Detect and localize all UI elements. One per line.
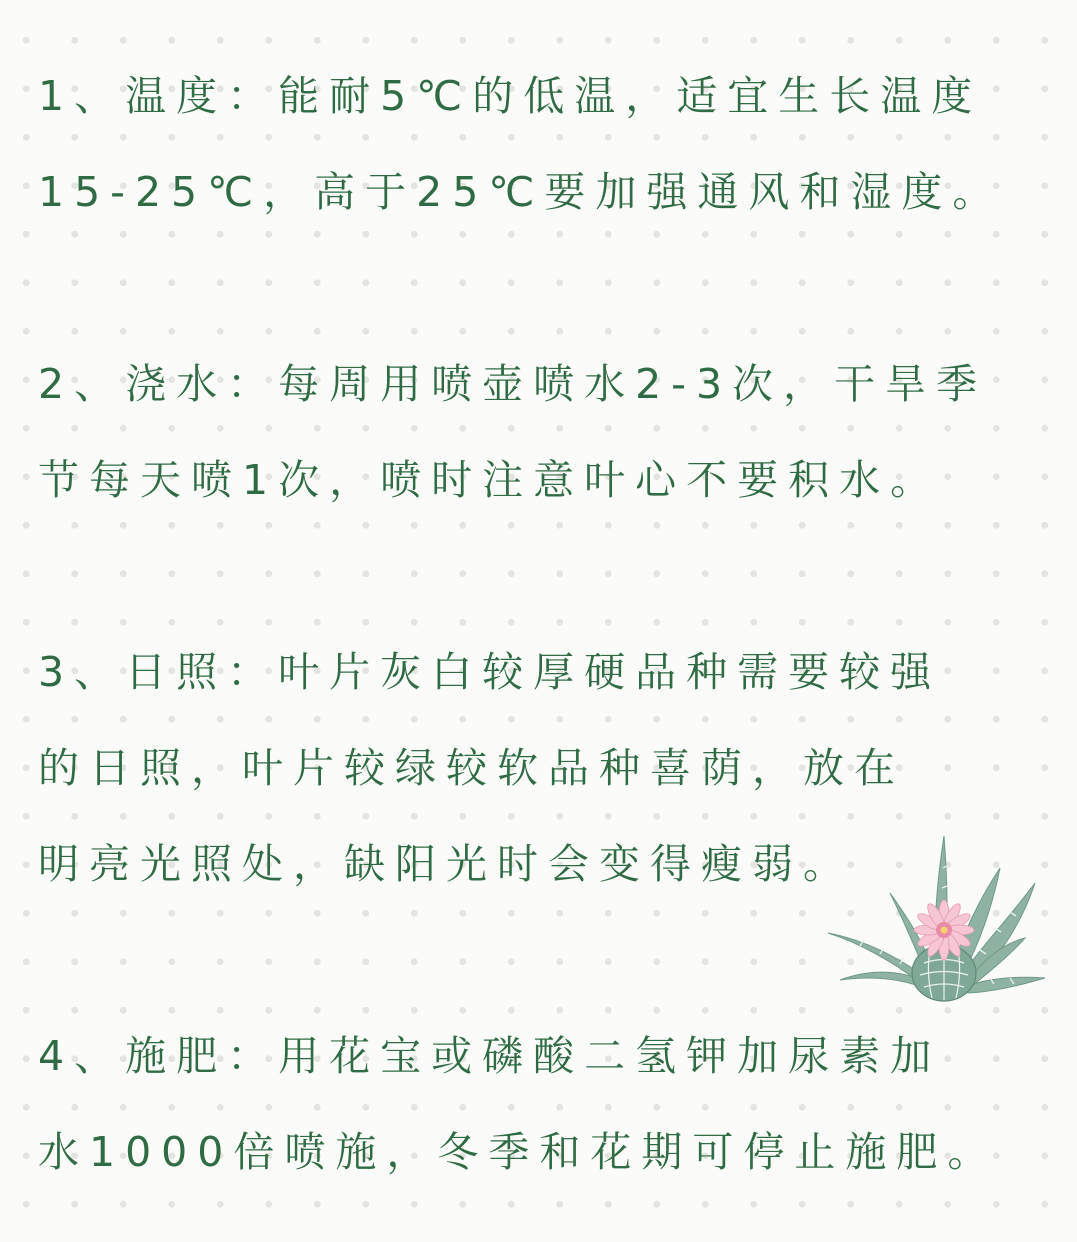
tip-fertilizing xyxy=(38,1008,1048,1200)
tip-line: 的日照，叶片较绿较软品种喜荫，放在 xyxy=(38,744,905,792)
succulent-illustration xyxy=(820,828,1050,1013)
tip-line: 水1000倍喷施，冬季和花期可停止施肥。 xyxy=(38,1128,999,1176)
tip-line: 1、温度：能耐5℃的低温，适宜生长温度 xyxy=(38,72,983,120)
tip-line: 节每天喷1次，喷时注意叶心不要积水。 xyxy=(38,456,942,504)
tip-line: 15-25℃，高于25℃要加强通风和湿度。 xyxy=(38,168,1004,216)
tip-watering xyxy=(38,336,1048,528)
tip-temperature xyxy=(38,48,1048,240)
tip-line: 明亮光照处，缺阳光时会变得瘦弱。 xyxy=(38,840,854,888)
tip-line: 3、日照：叶片灰白较厚硬品种需要较强 xyxy=(38,648,942,696)
tip-line: 2、浇水：每周用喷壶喷水2-3次，干旱季 xyxy=(38,360,988,408)
tip-line: 4、施肥：用花宝或磷酸二氢钾加尿素加 xyxy=(38,1032,942,1080)
